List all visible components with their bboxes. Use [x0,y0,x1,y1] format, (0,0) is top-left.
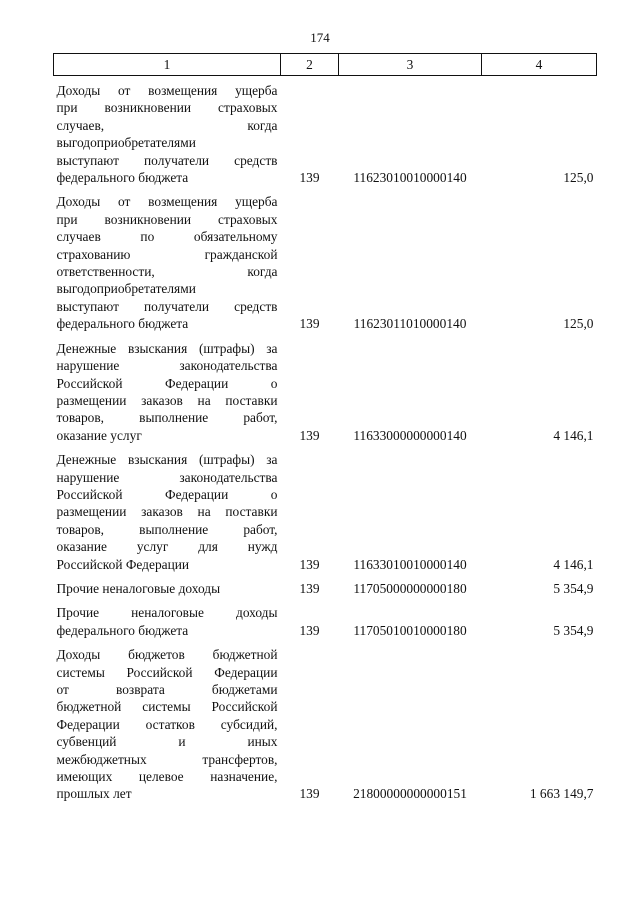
budget-classification-code: 11623010010000140 [353,170,467,186]
description-line: Федерации остатков субсидий, [56,716,278,732]
description-line: Доходы от возмещения ущерба [56,83,278,98]
description-line: межбюджетных трансфертов, [56,751,278,767]
table-row [54,334,597,445]
description-line: товаров, выполнение работ, [56,521,278,537]
description-line: Доходы бюджетов бюджетной [56,647,278,663]
description-line: случаев, когда [56,117,278,133]
table-row [54,640,597,804]
revenue-description [54,640,281,804]
column-header-3: 3 [339,54,482,76]
description-line: федерального бюджета [56,622,189,638]
description-line: федерального бюджета [56,316,189,332]
description-line: Денежные взыскания (штрафы) за [56,340,278,356]
description-line: случаев по обязательному [56,229,278,245]
amount-value: 5 354,9 [553,580,594,596]
description-line: Российской Федерации [56,556,190,572]
administrator-code: 139 [299,170,320,186]
amount-value: 5 354,9 [553,622,594,638]
amount-value: 125,0 [563,170,594,186]
page-number: 174 [310,30,330,45]
table-row [54,76,597,188]
description-line: оказание услуг для нужд [56,539,278,555]
description-line: выступают получатели средств [56,298,278,314]
table-row [54,574,597,598]
description-line: федерального бюджета [56,170,189,186]
description-line: выгодоприобретателями [56,281,196,297]
budget-classification-code: 11633000000000140 [353,427,467,443]
table-header-row [54,54,597,76]
administrator-code: 139 [299,786,320,802]
budget-classification-code: 21800000000000151 [353,786,467,802]
description-line: от возврата бюджетами [56,682,278,697]
description-line: бюджетной системы Российской [56,699,278,715]
column-header-2: 2 [281,54,339,76]
table-row [54,187,597,333]
description-line: системы Российской Федерации [56,664,278,680]
description-line: ответственности, когда [56,264,278,280]
description-line: прошлых лет [56,786,132,802]
description-line: размещении заказов на поставки [56,392,278,408]
description-line: Денежные взыскания (штрафы) за [56,452,278,468]
amount-value: 125,0 [563,316,594,332]
administrator-code: 139 [299,427,320,443]
description-line: при возникновении страховых [56,211,278,227]
amount-value: 1 663 149,7 [529,786,594,802]
description-line: Российской Федерации о [56,486,278,502]
revenue-description [54,76,281,188]
revenue-description [54,574,281,598]
description-line: страхованию гражданской [56,246,278,262]
description-line: субвенций и иных [56,734,278,750]
description-line: выступают получатели средств [56,152,278,168]
budget-classification-code: 11705010010000180 [353,622,467,638]
budget-classification-code: 11705000000000180 [353,580,467,596]
table-row [54,598,597,640]
administrator-code: 139 [299,622,320,638]
description-line: Доходы от возмещения ущерба [56,194,278,210]
description-line: нарушение законодательства [56,469,278,485]
description-line: при возникновении страховых [56,100,278,116]
budget-classification-code: 11623011010000140 [353,316,467,332]
table-row [54,445,597,574]
description-line: товаров, выполнение работ, [56,410,278,426]
administrator-code: 139 [299,580,320,596]
revenue-description [54,598,281,640]
description-line: размещении заказов на поставки [56,504,278,520]
description-line: выгодоприобретателями [56,135,196,151]
amount-value: 4 146,1 [553,427,594,443]
amount-value: 4 146,1 [553,556,594,572]
description-line: Российской Федерации о [56,375,278,391]
description-line: оказание услуг [56,427,142,443]
description-line: нарушение законодательства [56,358,278,374]
revenue-description [54,334,281,445]
description-line: имеющих целевое назначение, [56,769,278,785]
budget-classification-code: 11633010010000140 [353,556,467,572]
column-header-1: 1 [54,54,281,76]
administrator-code: 139 [299,556,320,572]
budget-revenue-table [53,53,597,804]
description-line: Прочие неналоговые доходы [56,605,278,621]
description-line: Прочие неналоговые доходы [56,580,221,596]
administrator-code: 139 [299,316,320,332]
revenue-description [54,445,281,574]
revenue-description [54,187,281,333]
column-header-4: 4 [482,54,597,76]
